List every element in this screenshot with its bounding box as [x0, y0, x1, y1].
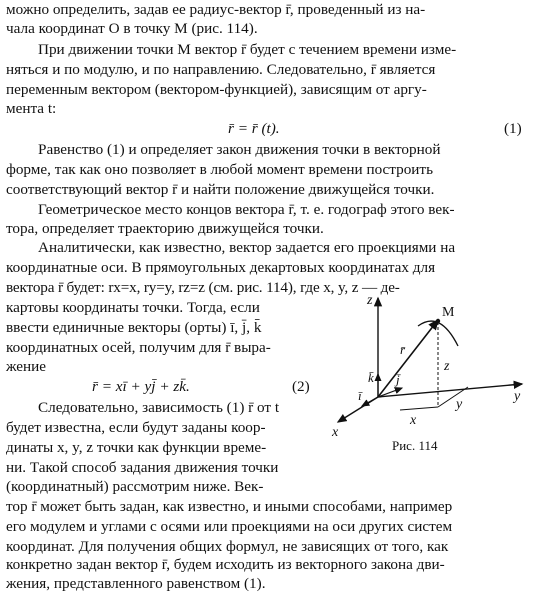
- y-axis-label: y: [514, 389, 521, 404]
- text-line: При движении точки M вектор r̄ будет с течением времени изме-: [38, 41, 457, 58]
- text-line: координат. Для получения общих формул, не зависящих от того, как: [6, 538, 449, 555]
- text-line: картовы координаты точки. Тогда, если: [6, 299, 260, 316]
- vector-r-label: r̄: [400, 342, 406, 357]
- figure-114: [330, 292, 530, 457]
- text-line: вектора r̄ будет: rx=x, ry=y, rz=z (см. рис. 114), где x, y, z — де-: [6, 279, 400, 296]
- figure-caption: Рис. 114: [392, 438, 438, 453]
- text-line: тора, определяет траекторию движущейся точки.: [6, 220, 324, 237]
- point-m-label: M: [442, 305, 455, 320]
- coordinate-x-label: x: [410, 413, 417, 428]
- projection-line: [400, 407, 438, 410]
- text-line: Геометрическое место концов вектора r̄, т. е. годограф этого век-: [38, 201, 455, 218]
- text-line: жение: [6, 358, 47, 375]
- vector-k-label: k̄: [368, 370, 374, 385]
- vector-j-label: j̄: [396, 372, 400, 387]
- text-line: тор r̄ может быть задан, как известно, и иными способами, например: [6, 498, 453, 515]
- text-line: ввести единичные векторы (орты) ī, j̄, k̄: [6, 319, 262, 336]
- text-line: Следовательно, зависимость (1) r̄ от t: [38, 399, 280, 416]
- unit-vector-i: [362, 397, 378, 406]
- equation-2: r̄ = xī + yj̄ + zk̄.: [92, 378, 190, 395]
- text-line: можно определить, задав ее радиус-вектор r̄, проведенный из на-: [6, 1, 426, 18]
- equation-1: r̄ = r̄ (t).: [228, 120, 280, 137]
- z-axis-label: z: [367, 293, 373, 308]
- text-line: координатные оси. В прямоугольных декартовых координатах для: [6, 259, 436, 276]
- text-line: переменным вектором (вектором-функцией), зависящим от аргу-: [6, 81, 427, 98]
- coordinate-y-label: y: [456, 397, 463, 412]
- coordinate-z-label: z: [444, 359, 450, 374]
- equation-2-number: (2): [292, 378, 310, 395]
- text-line: жения, представленного равенством (1).: [6, 575, 266, 592]
- text-line: мента t:: [6, 100, 57, 117]
- text-line: его модулем и углами с осями или проекциями на оси других систем: [6, 518, 453, 535]
- text-line: чала координат O в точку M (рис. 114).: [6, 20, 258, 37]
- text-line: (координатный) рассмотрим ниже. Век-: [6, 478, 264, 495]
- radius-vector: [378, 320, 438, 397]
- text-line: ни. Такой способ задания движения точки: [6, 459, 279, 476]
- text-line: форме, так как оно позволяет в любой момент времени построить: [6, 161, 433, 178]
- vector-i-label: ī: [358, 388, 362, 403]
- equation-1-number: (1): [504, 120, 522, 137]
- text-line: няться и по модулю, и по направлению. Следовательно, r̄ является: [6, 61, 436, 78]
- point-m: [436, 319, 440, 323]
- text-line: конкретно задан вектор r̄, будем исходить из векторного закона дви-: [6, 556, 445, 573]
- text-line: будет известна, если будут заданы коор-: [6, 419, 266, 436]
- text-line: соответствующий вектор r̄ и найти положение движущейся точки.: [6, 181, 435, 198]
- text-line: Равенство (1) и определяет закон движения точки в векторной: [38, 141, 441, 158]
- text-line: Аналитически, как известно, вектор задается его проекциями на: [38, 239, 456, 256]
- text-line: динаты x, y, z точки как функции време-: [6, 439, 267, 456]
- x-axis-label: x: [332, 425, 339, 440]
- text-line: координатных осей, получим для r̄ выра-: [6, 339, 271, 356]
